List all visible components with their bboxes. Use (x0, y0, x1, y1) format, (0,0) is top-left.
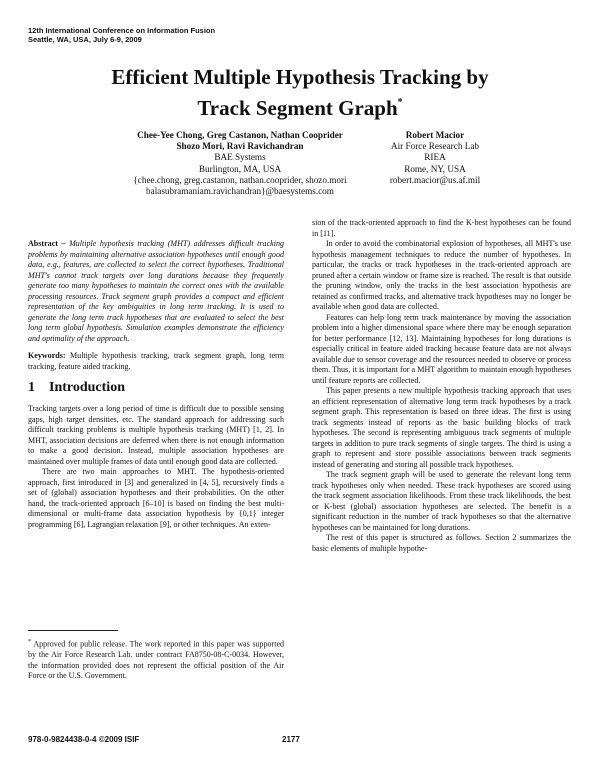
section-heading-introduction (28, 380, 284, 396)
abstract (28, 239, 284, 344)
author-city-rome: Rome, NY, USA (404, 163, 466, 174)
conference-location: Seattle, WA, USA, July 6-9, 2009 (28, 35, 142, 44)
conference-header (28, 26, 215, 44)
author-org-afrl: Air Force Research Lab (390, 141, 479, 152)
paragraph: Features can help long term track maintenance by moving the association problem into a higher dimensional space where there may be enough separation for better performance [12, 13]. Maintaining hypotheses for long durations is especially critical in feature aided tracking because feature data are not always available due to sensor coverage and the resources needed to observe or process them. Thus, it is important for a MHT algorithm to maintain enough hypotheses until feature reports are collected. (312, 312, 571, 385)
author-city: Burlington, MA, USA (198, 163, 282, 174)
title-line-2: Track Segment Graph (197, 96, 398, 120)
page-number: 2177 (282, 735, 300, 744)
title-footnote-marker: * (397, 97, 403, 108)
author-block-afrl (360, 130, 510, 186)
section-title: Introduction (49, 380, 125, 395)
abstract-text: Multiple hypothesis tracking (MHT) addresses difficult tracking problems by maintaining alternative association hypotheses until enough good data, e.g., features, are collected to select the correct hypotheses. Traditional MHT's cannot track targets over long durations because they frequently generate too many hypotheses to maintain the correct ones with the available processing resources. Track segment graph provides a compact and efficient representation of the key ambiguities in long term tracking. It is used to generate the long term track hypotheses that are evaluated to select the best long term global hypothesis. Simulation examples demonstrate the efficiency and optimality of the approach. (28, 239, 284, 343)
right-column (312, 218, 571, 554)
paragraph: Tracking targets over a long period of time is difficult due to possible sensing gaps, high target densities, etc. The standard approach for addressing such difficult tracking problems is multiple hypothesis tracking (MHT) [1, 2]. In MHT, association decisions are deferred when there is not enough information to make a good decision. Instead, multiple association hypotheses are maintained over multiple frames of data until enough good data are collected. (28, 404, 284, 466)
author-email-macior: robert.macior@us.af.mil (389, 174, 481, 185)
author-name-macior: Robert Macior (405, 130, 465, 140)
title-line-1: Efficient Multiple Hypothesis Tracking by (111, 65, 489, 89)
paragraph: This paper presents a new multiple hypothesis tracking approach that uses an efficient representation of alternative long term track hypotheses by a track segment graph. This representation is based on three ideas. The first is using track segments instead of reports as the basic building blocks of track hypotheses. The second is representing ambiguous track segments of multiple targets in addition to pure track segments of single targets. The third is using a graph to represent and store possible associations between track segments instead of generating and storing all possible track hypotheses. (312, 386, 571, 469)
paragraph: There are two main approaches to MHT. The hypothesis-oriented approach, first introduced in [3] and generalized in [4, 5], recursively finds a set of (global) association hypotheses and their probabilities. On the other hand, the track-oriented approach [6–10] is based on finding the best multi-dimensional or multi-frame data association hypothesis by {0,1} integer programming [6], Lagrangian relaxation [9], or other techniques. An exten- (28, 467, 284, 529)
paragraph: In order to avoid the combinatorial explosion of hypotheses, all MHT's use hypothesis management techniques to reduce the number of hypotheses. In particular, the tracks or track hypotheses in the track-oriented approach are pruned after a certain window or frame size is reached. The result is that outside the pruning window, only the tracks in the best association hypothesis are retained as confirmed tracks, and alternative track hypotheses may no longer be available when good data are collected. (312, 239, 571, 311)
footnote-text: Approved for public release. The work reported in this paper was supported by the Air Force Research Lab. under contract FA8750-08-C-0034. However, the information provided does not represent the official position of the Air Force or the U.S. Government. (28, 639, 284, 681)
footnote-marker: * (28, 639, 31, 645)
paragraph: The rest of this paper is structured as follows. Section 2 summarizes the basic elements of multiple hypothe- (312, 533, 571, 553)
section-number: 1 (28, 380, 35, 395)
author-unit: RIEA (424, 152, 446, 163)
keywords-text: Multiple hypothesis tracking, track segment graph, long term tracking, feature aided tracking. (28, 351, 284, 371)
keywords-label: Keywords: (28, 351, 66, 360)
author-block-bae (110, 130, 370, 197)
author-names-1: Chee-Yee Chong, Greg Castanon, Nathan Cooprider (137, 130, 343, 140)
paragraph: sion of the track-oriented approach to find the K-best hypotheses can be found in [11]. (312, 218, 571, 238)
author-org: BAE Systems (214, 152, 266, 163)
footnote-rule (28, 630, 118, 631)
author-email-1: {chee.chong, greg.castanon, nathan.cooprider, shozo.mori (133, 174, 347, 185)
isbn-footer: 978-0-9824438-0-4 ©2009 ISIF (28, 735, 140, 744)
paper-title (0, 64, 600, 121)
author-email-2: balasubramaniam.ravichandran}@baesystems.com (146, 186, 334, 197)
conference-name: 12th International Conference on Information Fusion (28, 26, 216, 35)
paragraph: The track segment graph will be used to generate the relevant long term track hypotheses only when needed. These track hypotheses are scored using the track segment association likelihoods. From these track likelihoods, the best or K-best (global) association hypotheses are selected. The benefit is a significant reduction in the number of track hypotheses so that the alternative hypotheses can be maintained for long durations. (312, 470, 571, 532)
keywords (28, 351, 284, 372)
abstract-label: Abstract – (28, 239, 66, 248)
author-names-2: Shozo Mori, Ravi Ravichandran (176, 141, 304, 152)
footnote (28, 637, 284, 682)
left-column (28, 239, 284, 530)
